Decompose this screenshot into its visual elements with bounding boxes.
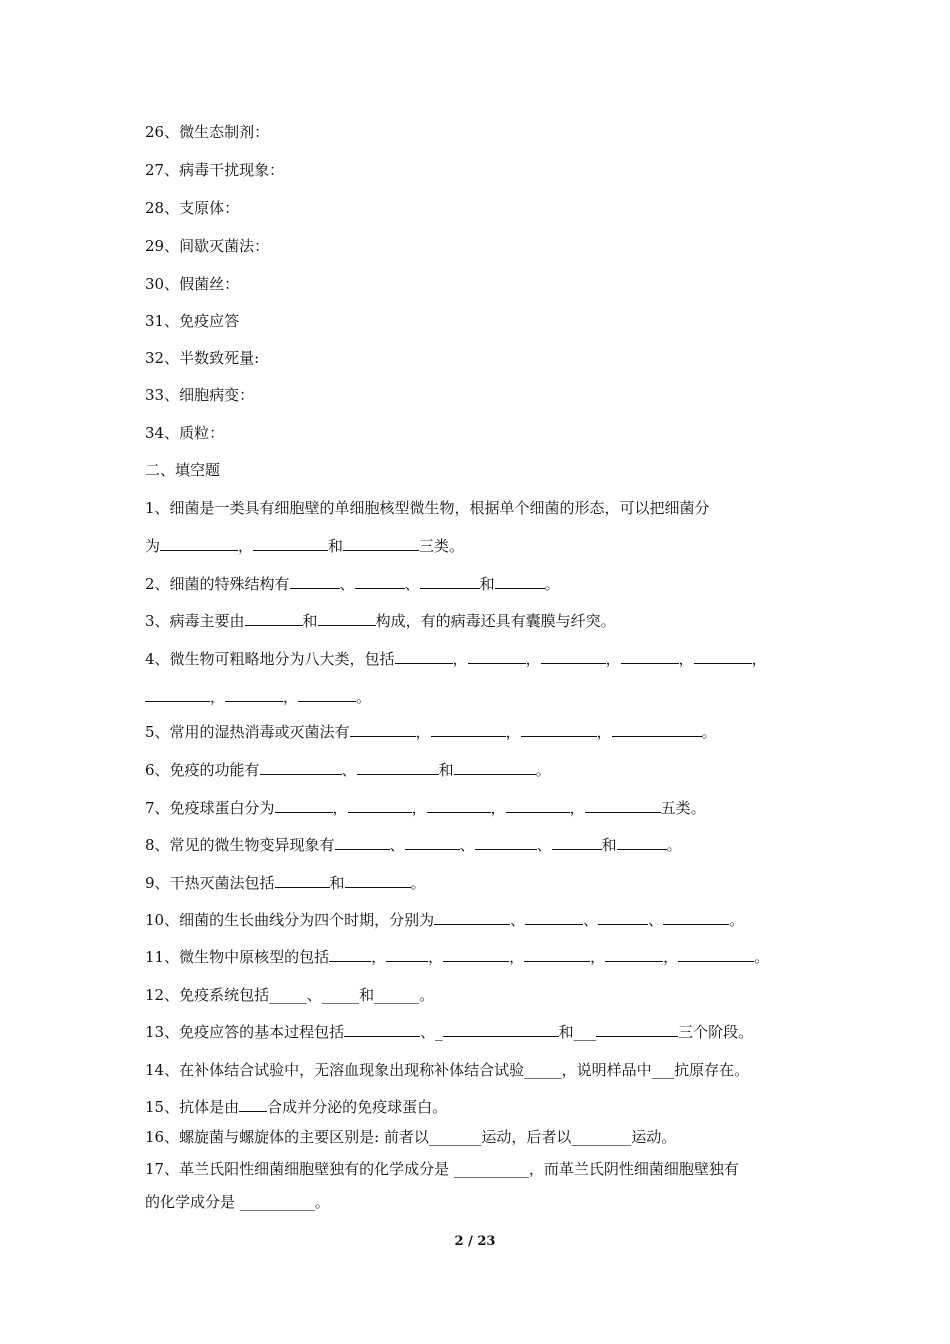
- blank: [495, 574, 545, 589]
- definition-33: 33、细胞病变：: [145, 386, 255, 404]
- question-1-line-1: 1、细菌是一类具有细胞壁的单细胞核型微生物，根据单个细菌的形态，可以把细菌分: [145, 499, 710, 517]
- blank: [521, 722, 597, 737]
- question-16: 16、螺旋菌与螺旋体的主要区别是: 前者以_______运动，后者以________运动。: [145, 1128, 677, 1146]
- blank: [405, 835, 460, 850]
- question-13: 13、免疫应答的基本过程包括 、_ 和___ 三个阶段。: [145, 1023, 754, 1041]
- blank: [345, 873, 411, 888]
- question-1-line-2: 为 ， 和 三类。: [145, 537, 465, 555]
- blank: [260, 760, 342, 775]
- blank: [329, 947, 371, 962]
- question-2: 2、细菌的特殊结构有 、 、 和 。: [145, 575, 560, 593]
- question-17-line-2: 的化学成分是 __________。: [145, 1193, 330, 1211]
- definition-30: 30、假菌丝：: [145, 275, 240, 293]
- blank: [298, 687, 356, 702]
- blank: [290, 574, 340, 589]
- blank: [344, 1022, 420, 1037]
- page-number: 2 / 23: [454, 1234, 496, 1249]
- blank: [431, 722, 506, 737]
- blank: [541, 649, 606, 664]
- blank: [454, 760, 536, 775]
- question-12: 12、免疫系统包括_____、_____和______。: [145, 986, 435, 1004]
- blank: [525, 910, 583, 925]
- question-3: 3、病毒主要由 和 构成，有的病毒还具有囊膜与纤突。: [145, 612, 616, 630]
- question-11: 11、微生物中原核型的包括 ， ， ， ， ， 。: [145, 948, 770, 966]
- blank: [253, 536, 328, 551]
- blank: [239, 1097, 267, 1112]
- blank: [663, 910, 729, 925]
- blank: [225, 687, 283, 702]
- definition-26: 26、微生态制剂：: [145, 123, 270, 141]
- question-4-line-1: 4、微生物可粗略地分为八大类，包括 ， ， ， ， ，: [145, 650, 767, 668]
- question-8: 8、常见的微生物变异现象有 、 、 、 和 。: [145, 836, 682, 854]
- blank: [612, 722, 702, 737]
- definition-32: 32、半数致死量:: [145, 349, 260, 367]
- blank: [552, 835, 602, 850]
- blank: [395, 649, 453, 664]
- blank: [434, 910, 510, 925]
- blank: [524, 947, 590, 962]
- blank: [678, 947, 754, 962]
- blank: [617, 835, 667, 850]
- blank: [420, 574, 480, 589]
- blank: [357, 760, 439, 775]
- section-title: 二、填空题: [145, 461, 221, 479]
- blank: [596, 1022, 678, 1037]
- blank: [275, 798, 333, 813]
- question-9: 9、干热灭菌法包括 和 。: [145, 874, 426, 892]
- blank: [694, 649, 752, 664]
- definition-28: 28、支原体：: [145, 199, 240, 217]
- blank: [318, 611, 376, 626]
- question-4-line-2: ， ， 。: [145, 687, 371, 707]
- definition-34: 34、质粒：: [145, 424, 225, 442]
- definition-31: 31、免疫应答: [145, 312, 240, 330]
- blank: [145, 687, 210, 702]
- blank: [585, 798, 661, 813]
- blank: [386, 947, 428, 962]
- blank: [343, 536, 419, 551]
- blank: [350, 722, 416, 737]
- blank: [427, 798, 491, 813]
- blank: [160, 536, 238, 551]
- definition-29: 29、间歇灭菌法：: [145, 237, 270, 255]
- blank: [275, 873, 330, 888]
- blank: [348, 798, 412, 813]
- blank: [335, 835, 390, 850]
- question-14: 14、在补体结合试验中，无溶血现象出现称补体结合试验_____，说明样品中___抗原存在。: [145, 1061, 750, 1079]
- question-10: 10、细菌的生长曲线分为四个时期，分别为 、 、 、 。: [145, 911, 745, 929]
- question-15: 15、抗体是由 合成并分泌的免疫球蛋白。: [145, 1098, 448, 1116]
- blank: [621, 649, 679, 664]
- definition-27: 27、病毒干扰现象：: [145, 161, 285, 179]
- blank: [245, 611, 303, 626]
- question-5: 5、常用的湿热消毒或灭菌法有 ， ， ， 。: [145, 723, 717, 741]
- blank: [605, 947, 663, 962]
- blank: [443, 1022, 559, 1037]
- blank: [355, 574, 405, 589]
- question-6: 6、免疫的功能有 、 和 。: [145, 761, 551, 779]
- blank: [598, 910, 648, 925]
- blank: [475, 835, 537, 850]
- blank: [468, 649, 526, 664]
- question-7: 7、免疫球蛋白分为 ， ， ， ， 五类。: [145, 799, 706, 817]
- blank: [506, 798, 570, 813]
- blank: [443, 947, 509, 962]
- question-17-line-1: 17、革兰氏阳性细菌细胞壁独有的化学成分是 __________，而革兰氏阴性细菌细胞壁独有: [145, 1160, 739, 1178]
